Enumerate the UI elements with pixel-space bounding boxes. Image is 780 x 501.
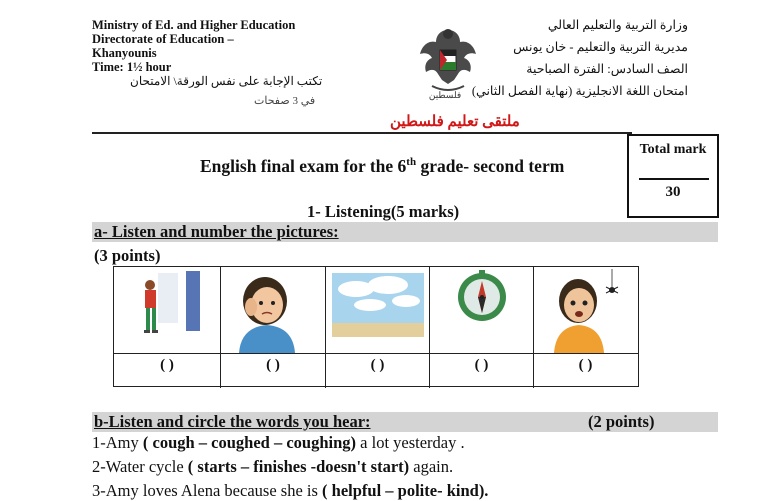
question-2-text: 2-Water cycle <box>92 457 188 476</box>
answer-slot-3[interactable]: ( ) <box>326 354 430 388</box>
directorate-ar-line: مديرية التربية والتعليم - خان يونس <box>513 40 688 54</box>
exam-title-rest: grade- second term <box>416 156 565 176</box>
compass-icon <box>430 267 534 353</box>
header-left <box>92 18 322 108</box>
picture-cell-5 <box>534 267 638 353</box>
watermark-text: ملتقى تعليم فلسطين <box>390 114 520 130</box>
section-b-title: b-Listen and circle the words you hear: <box>94 412 371 431</box>
question-1-end: a lot yesterday . <box>356 433 465 452</box>
question-1-options[interactable]: ( cough – coughed – coughing) <box>142 433 357 452</box>
picture-cell-2 <box>221 267 326 353</box>
question-3-options[interactable]: ( helpful – polite- kind). <box>322 481 489 500</box>
girl-earache-icon <box>221 267 326 353</box>
directorate-line: Directorate of Education – <box>92 32 234 46</box>
sky-clouds-icon <box>326 267 430 353</box>
exam-title-sup: th <box>406 156 417 169</box>
question-3 <box>92 481 488 501</box>
answer-slot-1[interactable]: ( ) <box>114 354 221 388</box>
section-a-title: a- Listen and number the pictures: <box>94 222 339 241</box>
emblem-caption: فلسطين <box>428 90 462 100</box>
pages-note: في 3 صفحات <box>254 95 316 107</box>
picture-cell-4 <box>430 267 534 353</box>
question-2-options[interactable]: ( starts – finishes -doesn't start) <box>187 457 410 476</box>
exam-title <box>200 156 564 177</box>
question-1-text: 1-Amy <box>92 433 143 452</box>
ministry-ar-line: وزارة التربية والتعليم العالي <box>547 18 688 32</box>
exam-ar-line: امتحان اللغة الانجليزية (نهاية الفصل الثاني) <box>471 84 688 98</box>
ministry-line: Ministry of Ed. and Higher Education <box>92 18 296 32</box>
question-3-text: 3-Amy loves Alena because she is <box>92 481 323 500</box>
answer-slot-2[interactable]: ( ) <box>221 354 326 388</box>
answer-note: تكتب الإجابة على نفس الورقة\ الامتحان <box>130 74 323 88</box>
total-mark-label: Total mark <box>639 142 707 157</box>
answer-slot-4[interactable]: ( ) <box>430 354 534 388</box>
answer-slot-5[interactable]: ( ) <box>578 357 593 373</box>
picture-cell-1 <box>114 267 221 353</box>
listening-title: 1- Listening(5 marks) <box>307 202 460 221</box>
total-mark-rule <box>639 178 709 180</box>
section-b-points: (2 points) <box>588 412 655 431</box>
total-mark-value: 30 <box>665 184 681 200</box>
section-a-points: (3 points) <box>94 246 161 265</box>
exam-title-main: English final exam for the 6 <box>200 156 407 176</box>
city-line: Khanyounis <box>92 46 157 60</box>
grade-ar-line: الصف السادس: الفترة الصباحية <box>526 62 688 76</box>
header-right <box>472 14 688 102</box>
answer-row <box>114 353 638 386</box>
scared-boy-spider-icon <box>534 267 638 353</box>
picture-cell-3 <box>326 267 430 353</box>
header-divider <box>92 132 632 134</box>
question-1 <box>92 433 465 453</box>
question-2-end: again. <box>409 457 454 476</box>
question-2 <box>92 457 453 477</box>
boy-walking-icon <box>114 267 221 353</box>
time-line: Time: 1½ hour <box>92 60 172 74</box>
total-mark-box <box>627 134 719 218</box>
pictures-table <box>113 266 639 387</box>
